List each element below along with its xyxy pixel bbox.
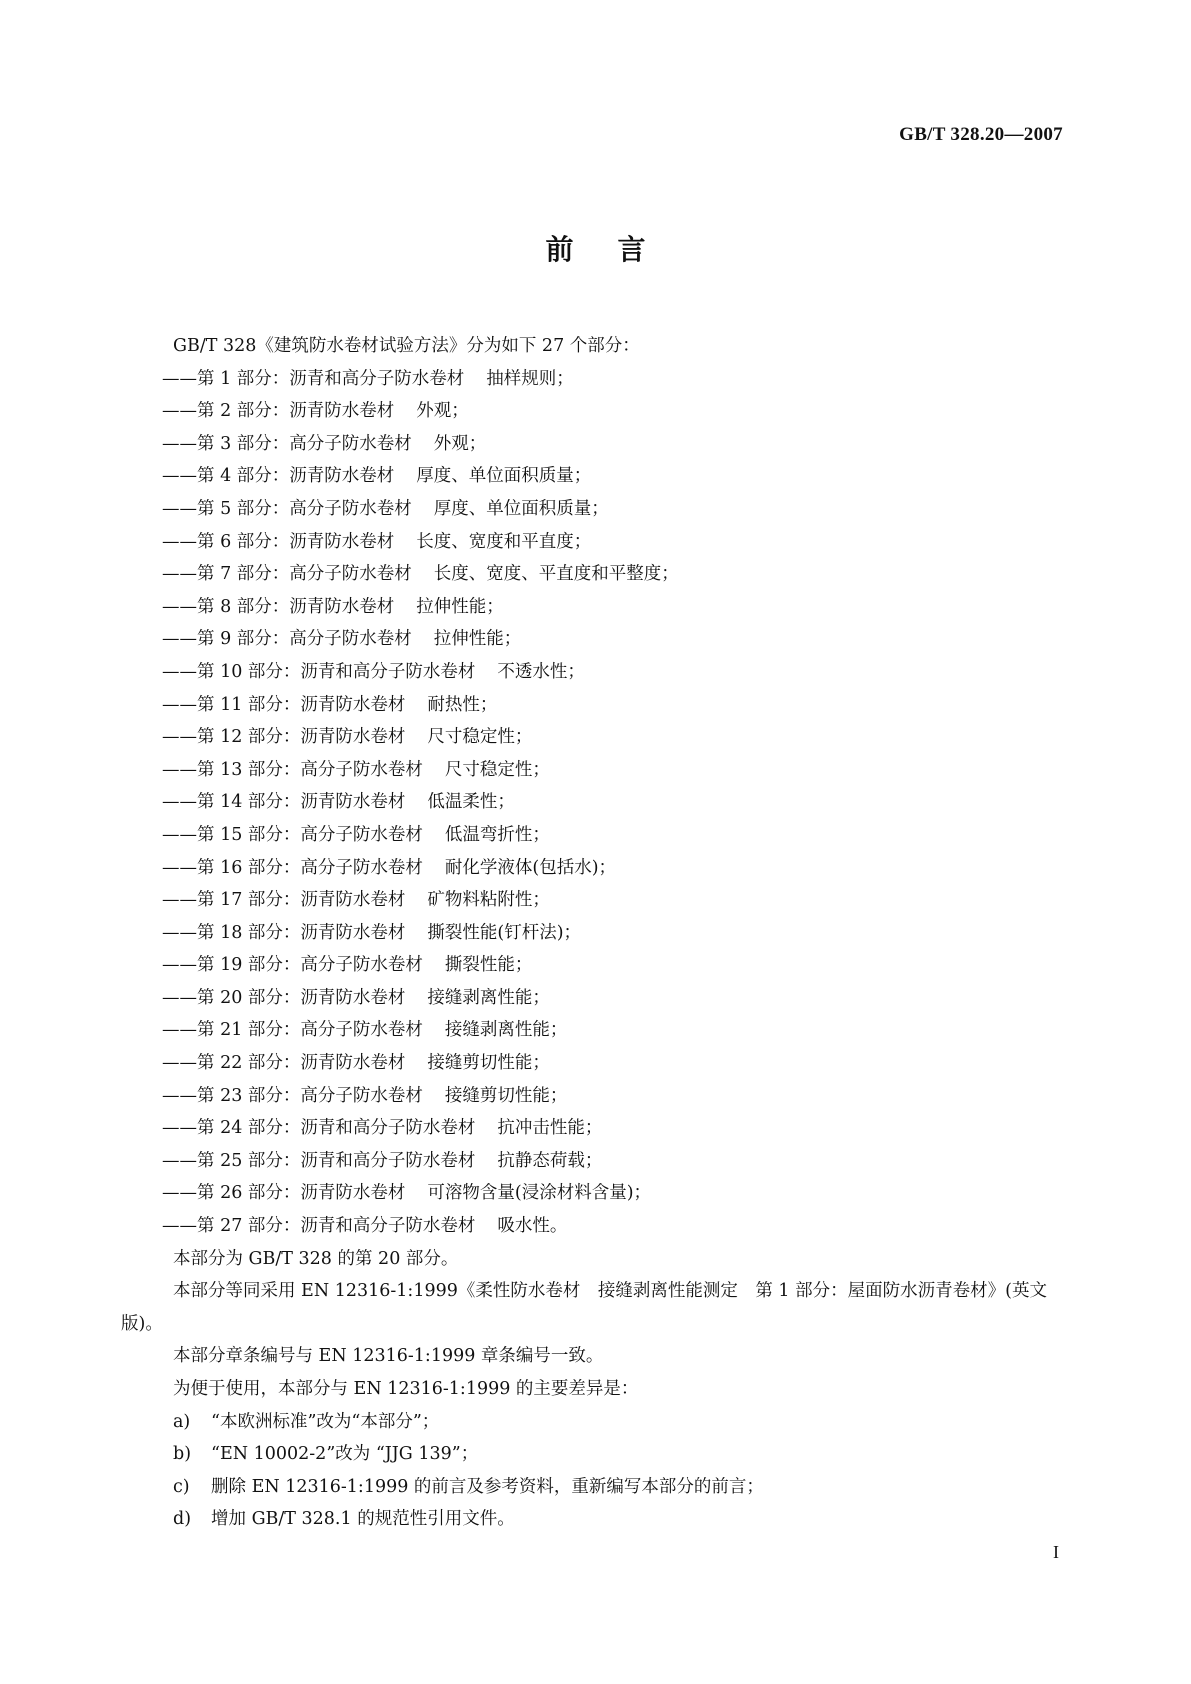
- part-label: ——第 9 部分：高分子防水卷材: [162, 629, 412, 650]
- part-item: [121, 1145, 1061, 1178]
- part-label: ——第 18 部分：沥青防水卷材: [162, 922, 406, 943]
- part-subject: 尺寸稳定性；: [427, 727, 533, 748]
- part-label: ——第 22 部分：沥青防水卷材: [162, 1053, 406, 1074]
- part-subject: 外观；: [433, 433, 487, 454]
- part-label: ——第 1 部分：沥青和高分子防水卷材: [162, 368, 465, 389]
- difference-item: [121, 1406, 1061, 1439]
- part-label: ——第 7 部分：高分子防水卷材: [162, 564, 412, 585]
- part-item: [121, 917, 1061, 950]
- part-label: ——第 4 部分：沥青防水卷材: [162, 466, 395, 487]
- part-label: ——第 27 部分：沥青和高分子防水卷材: [162, 1216, 476, 1237]
- part-label: ——第 11 部分：沥青防水卷材: [162, 694, 406, 715]
- part-subject: 厚度、单位面积质量；: [433, 498, 609, 519]
- part-subject: 抗冲击性能；: [497, 1118, 603, 1139]
- part-item: [121, 591, 1061, 624]
- part-subject: 耐热性；: [427, 694, 498, 715]
- difference-marker: a): [173, 1411, 191, 1432]
- part-label: ——第 6 部分：沥青防水卷材: [162, 531, 395, 552]
- part-subject: 耐化学液体(包括水)；: [444, 857, 617, 878]
- part-subject: 撕裂性能；: [444, 955, 533, 976]
- differences-list: [121, 1406, 1061, 1536]
- part-label: ——第 15 部分：高分子防水卷材: [162, 824, 423, 845]
- intro-paragraph: GB/T 328《建筑防水卷材试验方法》分为如下 27 个部分：: [173, 336, 640, 356]
- part-label: ——第 16 部分：高分子防水卷材: [162, 857, 423, 878]
- standard-code: GB/T 328.20—2007: [899, 124, 1063, 145]
- part-subject: 抽样规则；: [486, 368, 574, 389]
- part-item: [121, 363, 1061, 396]
- part-item: [121, 1047, 1061, 1080]
- part-label: ——第 26 部分：沥青防水卷材: [162, 1183, 406, 1204]
- part-item: [121, 558, 1061, 591]
- part-label: ——第 13 部分：高分子防水卷材: [162, 759, 423, 780]
- part-label: ——第 8 部分：沥青防水卷材: [162, 596, 395, 617]
- part-subject: 撕裂性能(钉杆法)；: [427, 922, 582, 943]
- part-subject: 抗静态荷载；: [497, 1150, 603, 1171]
- part-subject: 长度、宽度、平直度和平整度；: [433, 564, 679, 585]
- paragraph-numbering: 本部分章条编号与 EN 12316-1:1999 章条编号一致。: [173, 1346, 604, 1367]
- part-label: ——第 5 部分：高分子防水卷材: [162, 498, 412, 519]
- part-item: [121, 1014, 1061, 1047]
- part-item: [121, 623, 1061, 656]
- part-subject: 接缝剪切性能；: [444, 1085, 568, 1106]
- difference-item: [121, 1438, 1061, 1471]
- difference-marker: d): [173, 1509, 192, 1530]
- foreword-body: [121, 330, 1061, 1536]
- part-label: ——第 21 部分：高分子防水卷材: [162, 1020, 423, 1041]
- part-item: [121, 884, 1061, 917]
- part-label: ——第 12 部分：沥青防水卷材: [162, 727, 406, 748]
- part-subject: 低温弯折性；: [444, 824, 550, 845]
- part-subject: 不透水性；: [497, 661, 585, 682]
- part-subject: 吸水性。: [497, 1216, 568, 1237]
- part-subject: 接缝剥离性能；: [427, 987, 550, 1008]
- part-item: [121, 1210, 1061, 1243]
- part-label: ——第 2 部分：沥青防水卷材: [162, 401, 395, 422]
- part-item: [121, 721, 1061, 754]
- part-item: [121, 1177, 1061, 1210]
- part-item: [121, 428, 1061, 461]
- part-item: [121, 819, 1061, 852]
- part-item: [121, 786, 1061, 819]
- difference-item: [121, 1471, 1061, 1504]
- part-item: [121, 1080, 1061, 1113]
- part-item: [121, 493, 1061, 526]
- part-label: ——第 19 部分：高分子防水卷材: [162, 955, 423, 976]
- part-item: [121, 949, 1061, 982]
- part-item: [121, 656, 1061, 689]
- part-subject: 拉伸性能；: [433, 629, 522, 650]
- part-item: [121, 852, 1061, 885]
- page-number: I: [1053, 1542, 1059, 1562]
- part-label: ——第 23 部分：高分子防水卷材: [162, 1085, 423, 1106]
- part-label: ——第 17 部分：沥青防水卷材: [162, 890, 406, 911]
- part-subject: 矿物料粘附性；: [427, 890, 550, 911]
- difference-marker: b): [173, 1444, 192, 1465]
- part-subject: 接缝剥离性能；: [444, 1020, 568, 1041]
- part-item: [121, 395, 1061, 428]
- parts-list: [121, 363, 1061, 1243]
- difference-text: 增加 GB/T 328.1 的规范性引用文件。: [211, 1509, 515, 1530]
- part-subject: 低温柔性；: [427, 792, 515, 813]
- part-item: [121, 526, 1061, 559]
- part-item: [121, 982, 1061, 1015]
- part-item: [121, 1112, 1061, 1145]
- difference-text: 删除 EN 12316-1:1999 的前言及参考资料，重新编写本部分的前言；: [211, 1476, 764, 1497]
- part-subject: 长度、宽度和平直度；: [416, 531, 592, 552]
- part-subject: 可溶物含量(浸涂材料含量)；: [427, 1183, 652, 1204]
- part-label: ——第 14 部分：沥青防水卷材: [162, 792, 406, 813]
- difference-text: “EN 10002-2”改为 “JJG 139”；: [211, 1444, 479, 1465]
- paragraph-differences-intro: 为便于使用，本部分与 EN 12316-1:1999 的主要差异是：: [173, 1379, 639, 1399]
- part-subject: 拉伸性能；: [416, 596, 504, 617]
- difference-marker: c): [173, 1476, 190, 1497]
- difference-text: “本欧洲标准”改为“本部分”；: [211, 1411, 440, 1432]
- part-subject: 尺寸稳定性；: [444, 759, 550, 780]
- part-label: ——第 24 部分：沥青和高分子防水卷材: [162, 1118, 476, 1139]
- part-label: ——第 3 部分：高分子防水卷材: [162, 433, 412, 454]
- part-subject: 外观；: [416, 401, 469, 422]
- part-label: ——第 25 部分：沥青和高分子防水卷材: [162, 1150, 476, 1171]
- part-item: [121, 460, 1061, 493]
- part-subject: 接缝剪切性能；: [427, 1053, 550, 1074]
- part-subject: 厚度、单位面积质量；: [416, 466, 592, 487]
- part-item: [121, 689, 1061, 722]
- paragraph-adoption: 本部分等同采用 EN 12316-1:1999《柔性防水卷材 接缝剥离性能测定 第 1 部分：屋面防水沥青卷材》(英文版)。: [121, 1281, 1047, 1334]
- paragraph-scope: 本部分为 GB/T 328 的第 20 部分。: [173, 1248, 459, 1269]
- difference-item: [121, 1503, 1061, 1536]
- part-label: ——第 10 部分：沥青和高分子防水卷材: [162, 661, 476, 682]
- part-item: [121, 754, 1061, 787]
- page-title: 前言: [545, 233, 690, 266]
- part-label: ——第 20 部分：沥青防水卷材: [162, 987, 406, 1008]
